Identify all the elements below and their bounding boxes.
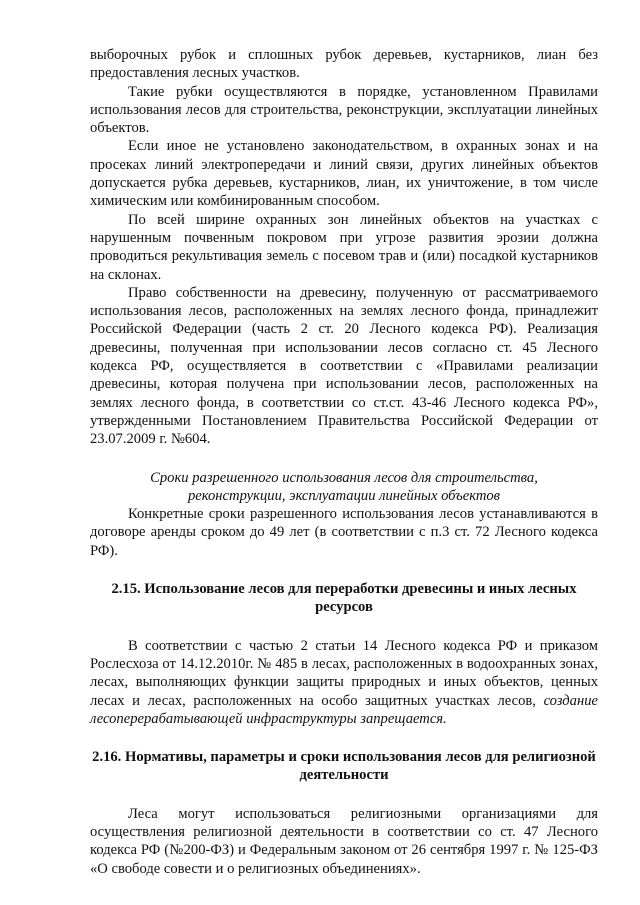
subheading-line-1: Сроки разрешенного использования лесов для строительства, bbox=[150, 469, 538, 486]
paragraph-section-2-16: Леса могут использоваться религиозными организациями для осуществления религиозной деятельности в соответствии со ст. 47 Лесного кодекса РФ (№200-ФЗ) и Федеральным законом от 26 сентября 1997 г. № 125-ФЗ «О свободе совести и о религиозных объединениях». bbox=[90, 805, 598, 877]
subheading-line-2: реконструкции, эксплуатации линейных объектов bbox=[187, 487, 501, 504]
paragraph-usage-terms: Конкретные сроки разрешенного использования лесов устанавливаются в договоре аренды сроком до 49 лет (в соответствии с п.3 ст. 72 Лесного кодекса РФ). bbox=[90, 506, 598, 559]
paragraph-cutting-rules: Такие рубки осуществляются в порядке, установленном Правилами использования лесов для строительства, реконструкции, эксплуатации линейных объектов. bbox=[90, 83, 598, 137]
section-2-15-text: В соответствии с частью 2 статьи 14 Лесного кодекса РФ и приказом Рослесхоза от 14.12.2010г. № 485 в лесах, расположенных в водоохранных зонах, лесах, выполняющих функции защиты природных и иных объектов, ценных лесах и лесах, расположенных на особо защитных участках лесов, bbox=[90, 637, 598, 709]
paragraph-protected-zones: Если иное не установлено законодательством, в охранных зонах и на просеках линий электропередачи и линий связи, других линейных объектов допускается рубка деревьев, кустарников, лиан, их уничтожение, в том числе химическим или комбинированным способом. bbox=[90, 138, 598, 210]
paragraph-timber-ownership: Право собственности на древесину, полученную от рассматриваемого использования лесов, расположенных на землях лесного фонда, принадлежит Российской Федерации (часть 2 ст. 20 Лесного кодекса РФ). Реализация древесины, полученная при использовании лесов согласно ст. 45 Лесного кодекса РФ, осуществляется в соответствии с «Правилами реализации древесины, которая получена при использовании лесов, расположенных на землях лесного фонда, в соответствии со ст.ст. 43-46 Лесного кодекса РФ», утвержденными Постановлением Правительства Российской Федерации от 23.07.2009 г. №604. bbox=[90, 284, 598, 448]
section-heading-2-16: 2.16. Нормативы, параметры и сроки использования лесов для религиозной деятельности bbox=[92, 749, 596, 784]
section-2-15-italic-text: создание лесоперерабатывающей инфраструктуры запрещается. bbox=[90, 692, 598, 727]
paragraph-section-2-15 bbox=[90, 637, 598, 728]
document-page bbox=[90, 46, 598, 878]
section-heading-2-15: 2.15. Использование лесов для переработки древесины и иных лесных ресурсов bbox=[111, 581, 577, 616]
paragraph-continuation: выборочных рубок и сплошных рубок деревьев, кустарников, лиан без предоставления лесных участков. bbox=[90, 47, 598, 82]
paragraph-recultivation: По всей ширине охранных зон линейных объектов на участках с нарушенным почвенным покровом при угрозе развития эрозии должна проводиться рекультивация земель с посевом трав и (или) посадкой кустарников на склонах. bbox=[90, 211, 598, 283]
